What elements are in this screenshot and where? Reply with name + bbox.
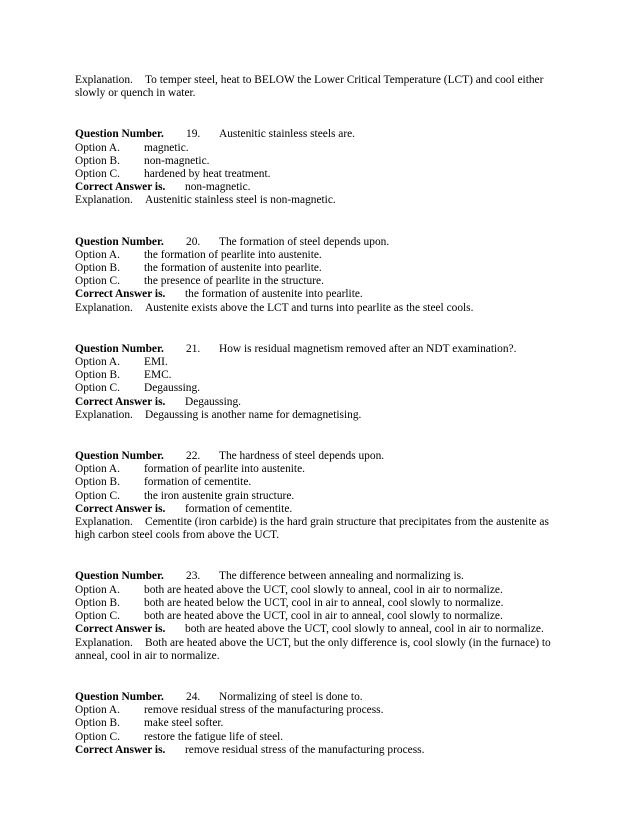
question-number: 22. bbox=[186, 450, 201, 463]
explanation-text: Austenite exists above the LCT and turns into pearlite as the steel cools. bbox=[145, 301, 474, 314]
option-a bbox=[75, 704, 570, 717]
question-line bbox=[75, 343, 570, 356]
option-a-text: remove residual stress of the manufacturing process. bbox=[144, 704, 384, 717]
option-b bbox=[75, 717, 570, 730]
explanation-label: Explanation. bbox=[75, 301, 133, 314]
option-c-text: the presence of pearlite in the structure. bbox=[144, 275, 324, 288]
option-b-text: formation of cementite. bbox=[144, 476, 252, 489]
option-b bbox=[75, 369, 570, 382]
explanation-text: Cementite (iron carbide) is the hard grain structure that precipitates from the austenite as high carbon steel cools from above the UCT. bbox=[75, 516, 549, 542]
option-b-text: the formation of austenite into pearlite. bbox=[144, 262, 322, 275]
question-text: Austenitic stainless steels are. bbox=[219, 128, 356, 141]
option-a-label: Option A. bbox=[75, 463, 120, 476]
option-c-label: Option C. bbox=[75, 168, 120, 181]
question-number: 24. bbox=[186, 690, 201, 703]
explanation-label: Explanation. bbox=[75, 516, 133, 529]
option-b-text: make steel softer. bbox=[144, 717, 224, 730]
question-line bbox=[75, 691, 570, 704]
explanation-label: Explanation. bbox=[75, 194, 133, 207]
option-c-label: Option C. bbox=[75, 382, 120, 395]
option-a-label: Option A. bbox=[75, 583, 120, 596]
correct-answer bbox=[75, 288, 570, 301]
option-b bbox=[75, 262, 570, 275]
question-number: 20. bbox=[186, 235, 201, 248]
question-text: The hardness of steel depends upon. bbox=[219, 450, 385, 463]
question-line bbox=[75, 450, 570, 463]
option-b bbox=[75, 597, 570, 610]
option-a-label: Option A. bbox=[75, 248, 120, 261]
question-line bbox=[75, 236, 570, 249]
question-label: Question Number. bbox=[75, 235, 164, 248]
option-a-text: EMI. bbox=[144, 356, 168, 369]
question-block-24 bbox=[75, 691, 570, 757]
explanation bbox=[75, 516, 570, 542]
question-label: Question Number. bbox=[75, 128, 164, 141]
option-a bbox=[75, 142, 570, 155]
option-c bbox=[75, 275, 570, 288]
explanation-text: Degaussing is another name for demagnetising. bbox=[145, 408, 362, 421]
option-c-label: Option C. bbox=[75, 610, 120, 623]
question-line bbox=[75, 570, 570, 583]
correct-answer-text: Degaussing. bbox=[185, 395, 241, 408]
document-page bbox=[75, 74, 570, 757]
correct-answer-text: non-magnetic. bbox=[185, 181, 251, 194]
option-c bbox=[75, 610, 570, 623]
question-label: Question Number. bbox=[75, 450, 164, 463]
option-b bbox=[75, 476, 570, 489]
explanation-label: Explanation. bbox=[75, 74, 133, 86]
option-c-text: hardened by heat treatment. bbox=[144, 168, 271, 181]
option-c bbox=[75, 168, 570, 181]
option-a-text: formation of pearlite into austenite. bbox=[144, 463, 305, 476]
explanation bbox=[75, 409, 570, 422]
option-a bbox=[75, 463, 570, 476]
explanation-label: Explanation. bbox=[75, 636, 133, 649]
explanation-text: Austenitic stainless steel is non-magnetic. bbox=[145, 194, 336, 207]
correct-answer bbox=[75, 503, 570, 516]
question-text: How is residual magnetism removed after an NDT examination?. bbox=[219, 342, 517, 355]
explanation bbox=[75, 302, 570, 315]
question-label: Question Number. bbox=[75, 690, 164, 703]
option-c bbox=[75, 490, 570, 503]
correct-answer-label: Correct Answer is. bbox=[75, 743, 166, 756]
option-c bbox=[75, 382, 570, 395]
option-c-label: Option C. bbox=[75, 489, 120, 502]
question-text: Normalizing of steel is done to. bbox=[219, 690, 363, 703]
option-c-label: Option C. bbox=[75, 275, 120, 288]
option-b-label: Option B. bbox=[75, 369, 120, 382]
question-block-20 bbox=[75, 236, 570, 315]
question-text: The difference between annealing and normalizing is. bbox=[219, 570, 464, 583]
option-a-text: the formation of pearlite into austenite. bbox=[144, 248, 322, 261]
correct-answer bbox=[75, 396, 570, 409]
option-a bbox=[75, 356, 570, 369]
option-b-text: both are heated below the UCT, cool in air to anneal, cool slowly to normalize. bbox=[144, 596, 504, 609]
option-c-text: restore the fatigue life of steel. bbox=[144, 730, 284, 743]
explanation bbox=[75, 194, 570, 207]
correct-answer bbox=[75, 181, 570, 194]
correct-answer-label: Correct Answer is. bbox=[75, 288, 166, 301]
option-c-text: the iron austenite grain structure. bbox=[144, 489, 295, 502]
option-b-label: Option B. bbox=[75, 717, 120, 730]
option-a bbox=[75, 249, 570, 262]
correct-answer-text: both are heated above the UCT, cool slowly to anneal, cool in air to normalize. bbox=[185, 623, 544, 636]
explanation-text: To temper steel, heat to BELOW the Lower Critical Temperature (LCT) and cool either slowly or quench in water. bbox=[75, 74, 544, 100]
question-line bbox=[75, 128, 570, 141]
option-c-text: Degaussing. bbox=[144, 382, 200, 395]
correct-answer-text: the formation of austenite into pearlite. bbox=[185, 288, 363, 301]
question-label: Question Number. bbox=[75, 342, 164, 355]
option-b-text: EMC. bbox=[144, 369, 172, 382]
option-a-text: magnetic. bbox=[144, 141, 189, 154]
option-a-label: Option A. bbox=[75, 704, 120, 717]
option-b-label: Option B. bbox=[75, 262, 120, 275]
option-a-label: Option A. bbox=[75, 141, 120, 154]
correct-answer-label: Correct Answer is. bbox=[75, 395, 166, 408]
correct-answer bbox=[75, 623, 570, 636]
correct-answer-label: Correct Answer is. bbox=[75, 502, 166, 515]
option-b bbox=[75, 155, 570, 168]
option-a bbox=[75, 584, 570, 597]
option-b-label: Option B. bbox=[75, 596, 120, 609]
question-label: Question Number. bbox=[75, 570, 164, 583]
question-block-19 bbox=[75, 128, 570, 207]
correct-answer-label: Correct Answer is. bbox=[75, 181, 166, 194]
question-number: 23. bbox=[186, 570, 201, 583]
option-b-label: Option B. bbox=[75, 476, 120, 489]
question-number: 21. bbox=[186, 342, 201, 355]
question-block-23 bbox=[75, 570, 570, 662]
option-c-label: Option C. bbox=[75, 730, 120, 743]
explanation-label: Explanation. bbox=[75, 408, 133, 421]
explanation bbox=[75, 637, 570, 663]
option-a-label: Option A. bbox=[75, 356, 120, 369]
intro-explanation bbox=[75, 74, 570, 100]
option-c-text: both are heated above the UCT, cool in air to anneal, cool slowly to normalize. bbox=[144, 610, 503, 623]
correct-answer-text: formation of cementite. bbox=[185, 502, 293, 515]
question-text: The formation of steel depends upon. bbox=[219, 235, 390, 248]
option-b-text: non-magnetic. bbox=[144, 154, 210, 167]
correct-answer-text: remove residual stress of the manufacturing process. bbox=[185, 743, 425, 756]
question-block-22 bbox=[75, 450, 570, 542]
explanation-text: Both are heated above the UCT, but the only difference is, cool slowly (in the furnace) to anneal, cool in air to normalize. bbox=[75, 636, 551, 662]
option-b-label: Option B. bbox=[75, 154, 120, 167]
question-block-21 bbox=[75, 343, 570, 422]
correct-answer bbox=[75, 744, 570, 757]
option-a-text: both are heated above the UCT, cool slowly to anneal, cool in air to normalize. bbox=[144, 583, 503, 596]
correct-answer-label: Correct Answer is. bbox=[75, 623, 166, 636]
question-number: 19. bbox=[186, 128, 201, 141]
option-c bbox=[75, 731, 570, 744]
